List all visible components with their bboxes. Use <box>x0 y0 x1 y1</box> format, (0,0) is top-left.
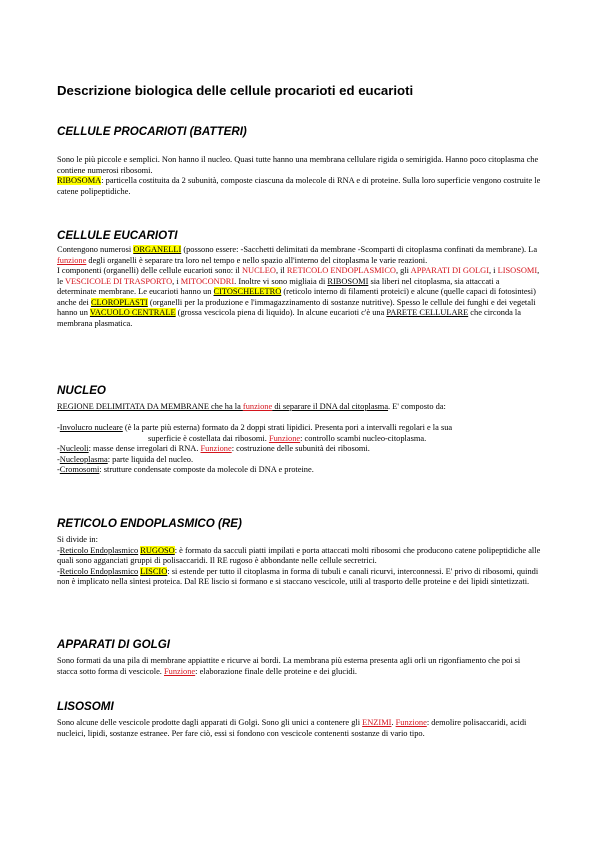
nucleo-intro: REGIONE DELIMITATA DA MEMBRANE che ha la funzione di separare il DNA dal citoplasma. E' composto da: <box>57 402 446 411</box>
liscio-term: LISCIO <box>140 566 168 576</box>
heading-lisosomi: LISOSOMI <box>57 700 114 713</box>
reticolo-intro: Si divide in: <box>57 535 98 544</box>
funzione-word: Funzione <box>395 718 427 727</box>
nucleo-item-nucleoli: -Nucleoli: masse dense irregolari di RNA. Funzione: costruzione delle subunità dei ribosomi. <box>57 444 370 453</box>
enzimi-term: ENZIMI <box>362 718 392 727</box>
funzione-word: Funzione <box>163 666 196 676</box>
paragraph-eucarioti <box>57 245 541 329</box>
heading-nucleo: NUCLEO <box>57 384 106 397</box>
paragraph-golgi: Sono formati da una pila di membrane appiattite e ricurve ai bordi. La membrana più esterna presenta agli orli un rigonfiamento che poi si stacca sotto forma di vescicole. Funzione: elaborazione finale delle proteine e dei glucidi. <box>57 656 521 676</box>
paragraph-nucleo <box>57 402 541 476</box>
procarioti-text: Sono le più piccole e semplici. Non hanno il nucleo. Quasi tutte hanno una membrana cellulare rigida o semirigida. Hanno poco citoplasma che contiene numerosi ribosomi. <box>57 155 539 175</box>
ribosoma-term: RIBOSOMA <box>57 176 102 185</box>
page-title: Descrizione biologica delle cellule procarioti ed eucarioti <box>57 83 414 98</box>
ribosoma-text: : particella costituita da 2 subunità, composte ciascuna da molecole di RNA e di proteine. Sulla loro superficie vengono costruite le catene polipeptidiche. <box>57 176 541 196</box>
vacuolo-term: VACUOLO CENTRALE <box>89 308 176 317</box>
cloroplasti-term: CLOROPLASTI <box>90 297 148 307</box>
nucleo-term: NUCLEO <box>241 266 276 275</box>
apparati-term: APPARATI DI GOLGI <box>410 266 489 275</box>
eucarioti-p1: Contengono numerosi ORGANELLI (possono essere: -Sacchetti delimitati da membrane -Scomparti di citoplasma confinati da membrane). La funzione degli organelli è separare tra loro nel tempo e nello spazio all'interno del citoplasma le varie reazioni. <box>57 245 538 265</box>
parete-term: PARETE CELLULARE <box>386 308 469 317</box>
rugoso-term: RUGOSO <box>140 545 175 555</box>
lisosomi-term: LISOSOMI <box>497 266 538 275</box>
ribosomi-term: RIBOSOMI <box>327 276 369 286</box>
ribosoma-definition <box>57 176 541 197</box>
nucleo-item-involucro-cont: superficie è costellata dai ribosomi. Funzione: controllo scambi nucleo-citoplasma. <box>148 433 427 443</box>
reticolo-term: RETICOLO ENDOPLASMICO <box>286 266 396 275</box>
heading-eucarioti: CELLULE EUCARIOTI <box>57 229 178 242</box>
nucleo-item-nucleoplasma: -Nucleoplasma: parte liquida del nucleo. <box>57 454 194 464</box>
funzione-word: funzione <box>57 255 87 265</box>
paragraph-reticolo <box>57 535 541 588</box>
organelli-term: ORGANELLI <box>133 245 182 254</box>
reticolo-liscio: -Reticolo Endoplasmico LISCIO: si estende per tutto il citoplasma in forma di tubuli e canali ricurvi, interconnessi. E' privo di ribosomi, quindi non è implicato nella sintesi proteica. Dal RE liscio si formano e si staccano vescicole, utili al trasporto delle proteine e dei lipidi sintetizzati. <box>57 566 539 586</box>
paragraph-procarioti <box>57 155 541 197</box>
reticolo-rugoso: -Reticolo Endoplasmico RUGOSO: è formato da sacculi piatti impilati e porta attaccati molti ribosomi che producono catene polipeptidiche alle quali sono agganciati gruppi di polisaccaridi. Il RE rugoso è abbondante nelle cellule secretrici. <box>57 545 541 565</box>
nucleo-item-cromosomi: -Cromosomi: strutture condensate composte da molecole di DNA e proteine. <box>57 465 314 474</box>
vescicole-term: VESCICOLE DI TRASPORTO <box>65 276 173 286</box>
heading-procarioti: CELLULE PROCARIOTI (BATTERI) <box>57 125 247 138</box>
heading-golgi: APPARATI DI GOLGI <box>57 638 170 651</box>
paragraph-lisosomi: Sono alcune delle vescicole prodotte dagli apparati di Golgi. Sono gli unici a contenere gli ENZIMI. Funzione: demolire polisaccaridi, acidi nucleici, lipidi, sostanze estranee. Per fare ciò, essi si fondono con vescicole contenenti sostanze di vario tipo. <box>57 718 527 738</box>
mitocondri-term: MITOCONDRI <box>180 276 235 286</box>
nucleo-item-involucro: -Involucro nucleare (è la parte più esterna) formato da 2 doppi strati lipidici. Presenta pori a intervalli regolari e la sua <box>57 423 453 432</box>
citoscheletro-term: CITOSCHELETRO <box>213 287 282 296</box>
heading-reticolo: RETICOLO ENDOPLASMICO (RE) <box>57 517 242 530</box>
eucarioti-p2: I componenti (organelli) delle cellule eucarioti sono: il NUCLEO, il RETICOLO ENDOPLASMICO, gli APPARATI DI GOLGI, i LISOSOMI, le VESCICOLE DI TRASPORTO, i MITOCONDRI. Inoltre vi sono migliaia di RIBOSOMI sia liberi nel citoplasma, sia attaccati a determinate membrane. Le eucarioti hanno un CITOSCHELETRO (reticolo interno di filamenti proteici) e alcune (quelle capaci di fotosintesi) anche dei CLOROPLASTI (organelli per la produzione e l'immagazzinamento di sostanze nutritive). Spesso le cellule dei funghi e dei vegetali hanno un VACUOLO CENTRALE (grossa vescicola piena di liquido). In alcune eucarioti c'è una PARETE CELLULARE che circonda la membrana plasmatica. <box>57 266 540 328</box>
funzione-word: funzione <box>242 402 273 411</box>
